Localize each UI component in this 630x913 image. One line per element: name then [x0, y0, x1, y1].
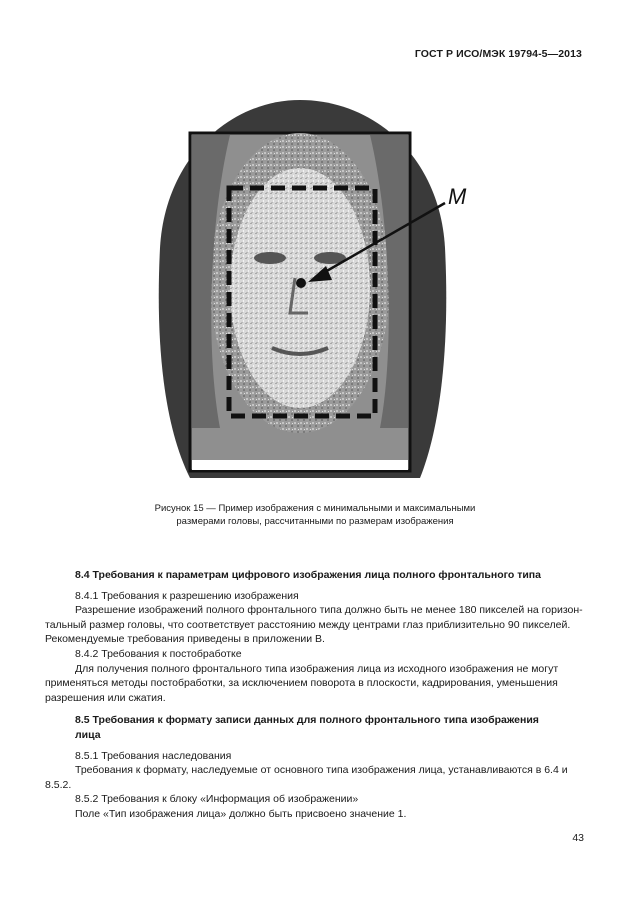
section-heading: 8.5 Требования к формату записи данных для полного фронтального типа изображения [75, 714, 539, 727]
face-figure [150, 98, 467, 478]
paragraph-line: Требования к формату, наследуемые от основного типа изображения лица, устанавливаются в 6.4 и [75, 764, 568, 777]
caption-line: размерами головы, рассчитанными по размерам изображения [176, 516, 454, 527]
subsection-title: 8.5.1 Требования наследования [75, 749, 232, 762]
caption-line: Рисунок 15 — Пример изображения с минимальными и максимальными [154, 503, 476, 514]
body-text [45, 568, 583, 822]
paragraph-line: Для получения полного фронтального типа изображения лица из исходного изображения не могут [75, 662, 559, 675]
paragraph-line: Поле «Тип изображения лица» должно быть присвоено значение 1. [75, 807, 407, 820]
paragraph-line: тальный размер головы, что соответствует расстоянию между центрами глаз приблизительно 90 пикселей. [45, 618, 571, 631]
section-heading: 8.4 Требования к параметрам цифрового изображения лица полного фронтального типа [75, 569, 541, 581]
subsection-title: 8.4.1 Требования к разрешению изображения [75, 589, 299, 602]
subsection-title: 8.4.2 Требования к постобработке [75, 647, 242, 660]
paragraph-line: 8.5.2. [45, 778, 72, 791]
paragraph-line: применяться методы постобработки, за исключением поворота в плоскости, кадрирования, уменьшения [45, 677, 558, 690]
face-image [150, 98, 467, 478]
subsection-title: 8.5.2 Требования к блоку «Информация об изображении» [75, 793, 359, 806]
document-header: ГОСТ Р ИСО/МЭК 19794-5—2013 [414, 48, 582, 60]
paragraph-line: разрешения или сжатия. [45, 691, 166, 704]
page-number: 43 [572, 832, 584, 844]
paragraph-line: Рекомендуемые требования приведены в приложении В. [45, 633, 325, 646]
label-m: M [448, 184, 467, 209]
figure-caption [60, 502, 570, 528]
section-heading: лица [75, 728, 101, 741]
paragraph-line: Разрешение изображений полного фронтального типа должно быть не менее 180 пикселей на горизон- [75, 604, 583, 617]
